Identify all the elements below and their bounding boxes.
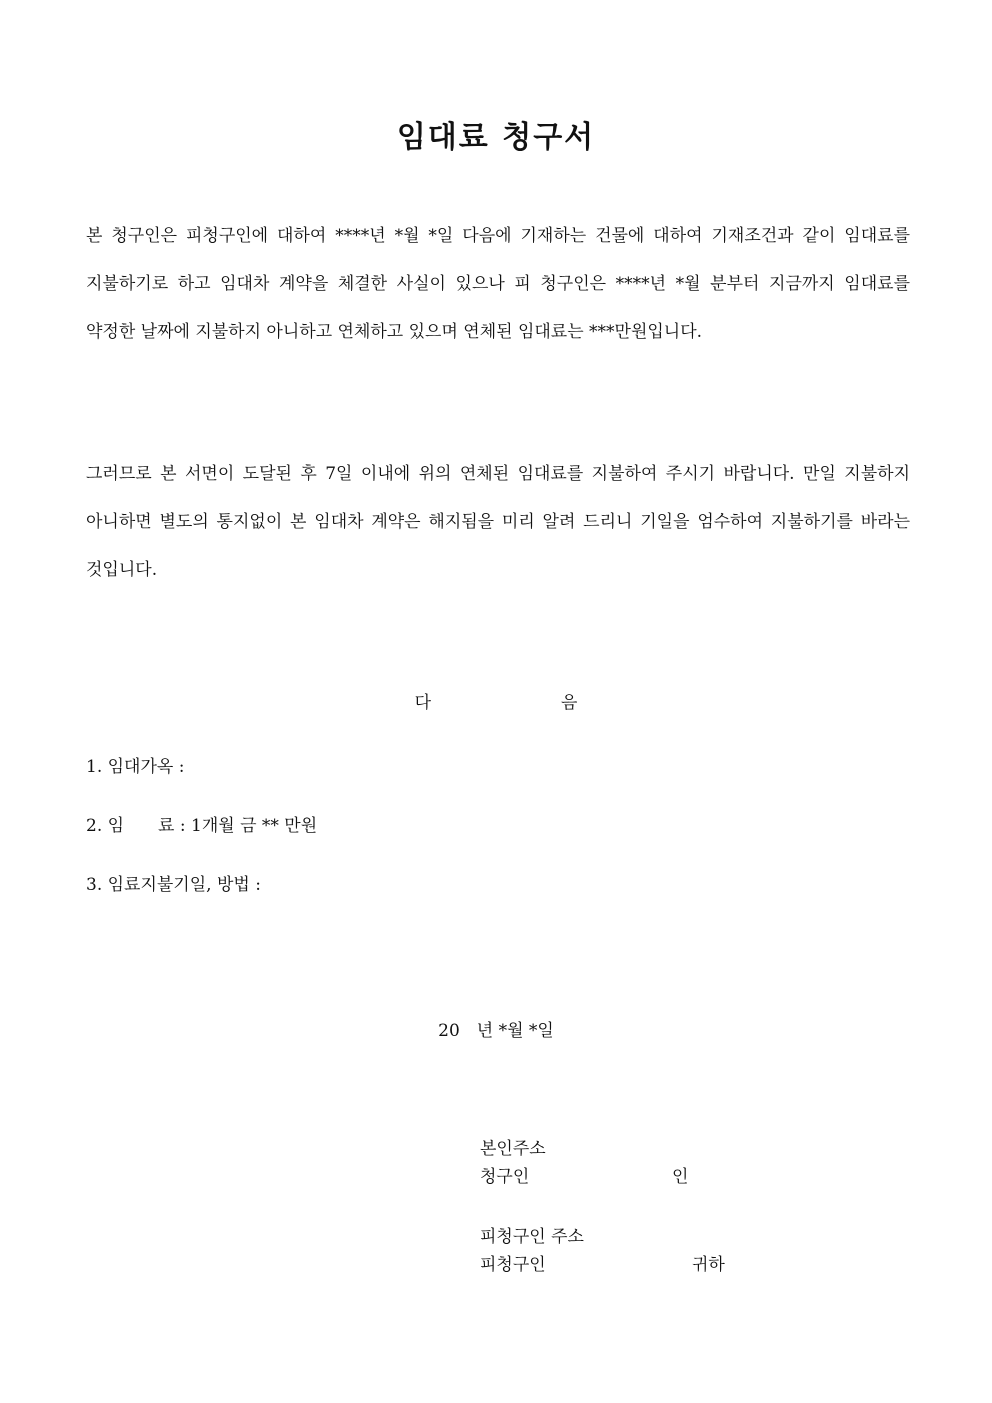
respondent-label: 피청구인: [480, 1255, 546, 1275]
claimant-address-label: [480, 1134, 546, 1159]
item-payment-method: 3. 임료지불기일, 방법 :: [86, 875, 261, 895]
respondent-honorific: 귀하: [692, 1255, 725, 1275]
respondent-line: [480, 1250, 725, 1275]
respondent-address-text: 피청구인 주소: [480, 1227, 584, 1247]
document-title: 임대료 청구서: [396, 120, 596, 155]
section-heading: [0, 688, 992, 713]
request-paragraph: 그러므로 본 서면이 도달된 후 7일 이내에 위의 연체된 임대료를 지불하여 주시기 바랍니다. 만일 지불하지 아니하면 별도의 통지없이 본 임대차 계약은 해지됨을 미리 알려 드리니 기일을 엄수하여 지불하기를 바라는 것입니다.: [86, 464, 910, 580]
claimant-line: [480, 1162, 689, 1187]
item-rent-amount: 2. 임 료 : 1개월 금 ** 만원: [86, 816, 318, 836]
section-heading-left: 다: [414, 693, 431, 713]
claimant-address-text: 본인주소: [480, 1139, 546, 1159]
section-heading-right: 음: [561, 693, 578, 713]
respondent-address-label: [480, 1222, 584, 1247]
claimant-label: 청구인: [480, 1167, 530, 1187]
claim-paragraph: 본 청구인은 피청구인에 대하여 ****년 *월 *일 다음에 기재하는 건물에 대하여 기재조건과 같이 임대료를 지불하기로 하고 임대차 계약을 체결한 사실이 있으나 피 청구인은 ****년 *월 분부터 지금까지 임대료를 약정한 날짜에 지불하지 아니하고 연체하고 있으며 연체된 임대료는 ***만원입니다.: [86, 226, 910, 342]
item-rental-house: 1. 임대가옥 :: [86, 757, 185, 777]
claimant-seal: 인: [672, 1167, 689, 1187]
document-date: 20 년 *월 *일: [438, 1021, 554, 1041]
